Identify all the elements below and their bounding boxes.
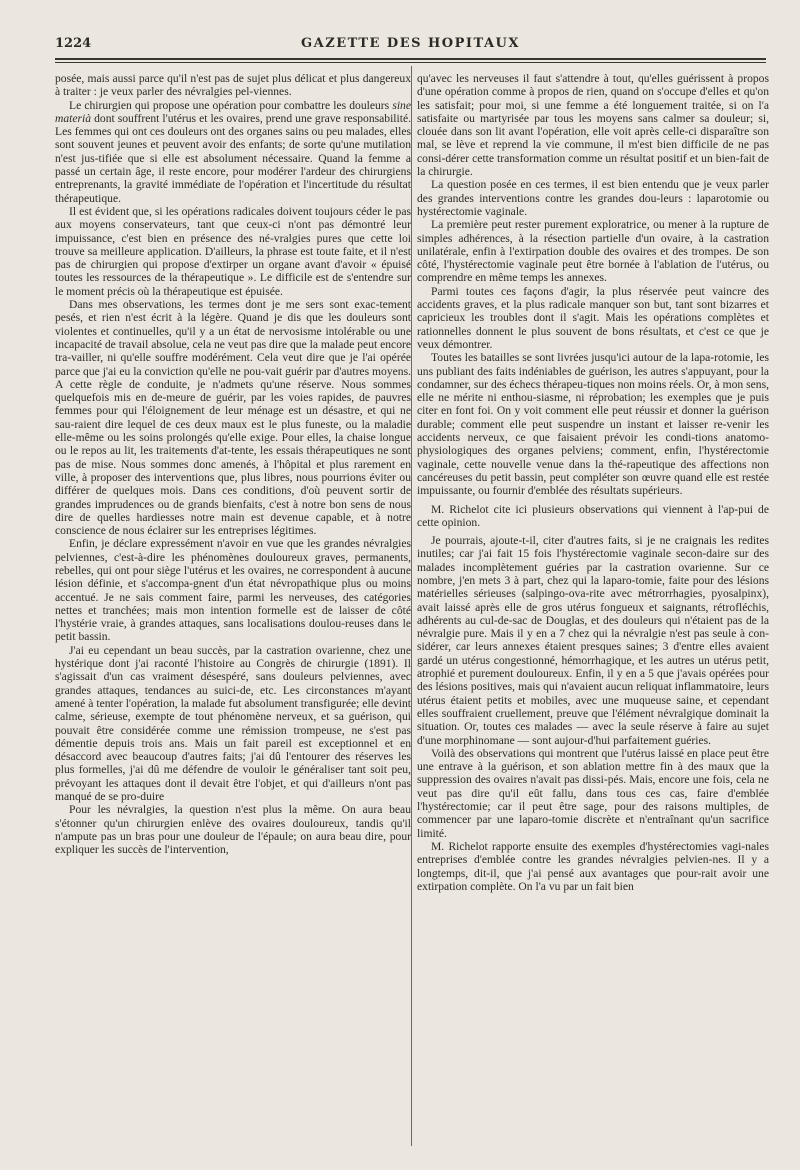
paragraph: Toutes les batailles se sont livrées jusqu'ici autour de la lapa-rotomie, les uns publiant des faits indéniables de guérison, les autres s'appuyant, pour la condamner, sur des échecs thérapeu-tiques non moins réels. Or, à mon sens, elle ne mérite ni enthou-siasme, ni réprobation; les exemples que je puis citer en font foi. On y voit comment elle peut réussir et donner la guérison durable; comment elle peut suspendre un instant et laisser re-venir les accidents nerveux, ce que faisaient prévoir les condi-tions anatomo-physiologiques des organes pelviens; comment, enfin, l'hystérectomie vaginale, cette nouvelle venue dans la thé-rapeutique des affections non cancéreuses du petit bassin, peut compléter son œuvre quand elle est restée impuissante, ou fournir d'emblée des résultats supérieurs.: [417, 351, 769, 498]
paragraph: Pour les névralgies, la question n'est plus la même. On aura beau s'étonner qu'un chirurgien enlève des ovaires douloureux, tandis qu'il n'ampute pas un bras pour une douleur de l'épaule; on aura beau dire, pour expliquer les succès de l'intervention,: [55, 803, 411, 857]
paragraph: posée, mais aussi parce qu'il n'est pas de sujet plus délicat et plus dangereux à traiter : je veux parler des névralgies pel-viennes.: [55, 72, 411, 99]
paragraph: Parmi toutes ces façons d'agir, la plus réservée peut vaincre des accidents graves, et la plus radicale manquer son but, tant sont bizarres et capricieux les troubles dont il s'agit. Mais les opérations complètes et rationnelles donnent le plus souvent de bons résultats, et c'est ce que je veux démontrer.: [417, 284, 769, 351]
paragraph: Voilà des observations qui montrent que l'utérus laissé en place peut être une entrave à la guérison, et son ablation mettre fin à des maux que la suppression des ovaires n'avait pas dissi-pés. Mais, encore une fois, cela ne veut pas dire qu'il eût fallu, dans tous ces cas, faire d'emblée l'hystérectomie; car il peut être sage, pour des raisons multiples, de commencer par une laparo-tomie discrète et n'entraînant qu'un sacrifice limité.: [417, 746, 769, 840]
left-column: [55, 72, 411, 1162]
paragraph: Dans mes observations, les termes dont je me sers sont exac-tement pesés, et rien n'est écrit à la légère. Quand je dis que les douleurs sont violentes et continuelles, qu'il y a un état de nervosisme intolérable ou une incapacité de travail absolue, cela ne veut pas dire que la malade peut encore tra-vailler, ni qu'elle souffre modérément. Cela veut dire que je l'ai opérée parce que j'ai eu la conviction qu'elle ne pou-vait guérir par d'autres moyens. A cette règle de conduite, je n'admets qu'une réserve. Nous sommes quelquefois mis en de-meure de guérir, par les voies rapides, de pauvres femmes pour qui l'éloignement de leur ménage est un désastre, et qui ne sau-raient dire lequel de ces deux maux est le plus funeste, ou la maladie elle-même ou les soins prolongés qu'elle exige. Pour elles, la chaise longue ou le repos au lit, les traitements d'at-tente, les essais thérapeutiques ne sont pas de mise. Nous sommes donc amenés, à l'hôpital et plus rarement en ville, à proposer des interventions que, plus libres, nous pourrions éviter ou différer de quelques mois. Dans ces conditions, d'où peuvent sortir de grandes imprudences ou de grands bienfaits, c'est à notre bon sens de nous dire de quelles hardiesses notre main est devenue capable, et à notre conscience de nous éclairer sur les entreprises légitimes.: [55, 298, 411, 538]
paragraph: J'ai eu cependant un beau succès, par la castration ovarienne, chez une hystérique dont j'ai raconté l'histoire au Congrès de chirurgie (1891). Il s'agissait d'un cas vraiment désespéré, sans douleurs pelviennes, avec grandes attaques, tendances au suici-de, etc. Les circonstances m'ayant amené à tenter l'opération, la malade fut absolument transfigurée; elle devint calme, sérieuse, exempte de tout phénomène nerveux, et sa guérison, qui pouvait être considérée comme une rémission trompeuse, ne s'est pas démentie depuis trois ans. Mais un fait pareil est exceptionnel et en désaccord avec beaucoup d'autres faits; j'ai dû l'entourer des réserves les plus formelles, j'ai dû me défendre de vouloir le généraliser tant soit peu, prévoyant les attaques dont il devait être l'objet, et qui d'ailleurs n'ont pas manqué de se pro-duire: [55, 643, 411, 804]
paragraph: La question posée en ces termes, il est bien entendu que je veux parler des grandes interventions contre les grandes dou-leurs : laparotomie ou hystérectomie vaginale.: [417, 178, 769, 218]
page-header: [55, 34, 766, 56]
column-divider: [411, 66, 412, 1146]
paragraph: Enfin, je déclare expressément n'avoir en vue que les grandes névralgies pelviennes, c'est-à-dire les phénomènes douloureux graves, permanents, rebelles, qui ont pour siège l'utérus et les ovaires, ne correspondent à aucune lésion définie, et s'accompa-gnent d'un état névropathique plus ou moins accentué. Je ne sais comment faire, parmi les nerveuses, des catégories nettes et tranchées; mais mon intention formelle est de laisser de côté l'hystérie vraie, à grandes attaques, sans localisations doulou-reuses dans le petit bassin.: [55, 537, 411, 644]
paragraph: M. Richelot cite ici plusieurs observations qui viennent à l'ap-pui de cette opinion.: [417, 502, 769, 529]
text-run: dont souffrent l'utérus et les ovaires, prend une grave responsabilité. Les femmes qui ont ces douleurs ont des organes sains ou peu malades, elles sont souvent jeunes et peuvent avoir des enfants; de sorte qu'une mutilation n'est jus-tifiée que si elle est absolument nécessaire. Quand la femme a passé un certain âge, il reste encore, pour modérer l'ardeur des chirurgiens entreprenants, la gravité immédiate de l'opération et l'incertitude du résultat thérapeutique.: [55, 111, 411, 205]
paragraph: La première peut rester purement exploratrice, ou mener à la rupture de simples adhérences, à la résection partielle d'un ovaire, à la castration unilatérale, enfin à l'extirpation double des ovaires et des trompes. De son côté, l'hystérectomie vaginale peut être bornée à l'ablation de l'utérus, ou comprendre en même temps les annexes.: [417, 218, 769, 285]
header-rule-thin: [55, 62, 766, 63]
header-rule-thick: [55, 58, 766, 60]
paragraph: Je pourrais, ajoute-t-il, citer d'autres faits, si je ne craignais les redites inutiles; car j'ai fait 15 fois l'hystérectomie vaginale secon-daire sur des malades incomplètement guéries par la castration ovarienne. Sur ce nombre, j'en mets 3 à part, chez qui la laparo-tomie, faite pour des lésions matérielles sérieuses (salpingo-ova-rite avec métrorrhagies, pyosalpinx), avait laissé après elle de gros utérus fongueux et saignants, rétrofléchis, adhérents au cul-de-sac de Douglas, et des douleurs qui n'étaient pas de la névralgie pure. Mais il y en a 7 chez qui la névralgie n'est pas seule à con-sidérer, car leurs annexes étaient presques saines; 3 d'entre elles avaient gardé un utérus congestionné, hémorrhagique, et les autres un utérus petit, atrophié et purement douloureux. Enfin, il y en a 5 que j'avais opérées pour des lésions positives, mais qui n'avaient aucun reliquat inflammatoire, leurs utérus étaient petits et mobiles, avec une muqueuse saine, et cependant elles souffraient cruellement, preuve que l'élément névralgique dominait la situation. Or, toutes ces malades — avec la seule réserve à faire au sujet d'une morphinomane — sont aujour-d'hui parfaitement guéries.: [417, 534, 769, 747]
paragraph: M. Richelot rapporte ensuite des exemples d'hystérectomies vagi-nales entreprises d'emblée contre les grandes névralgies pelvien-nes. Il y a longtemps, dit-il, que j'ai pensé aux avantages que pour-rait avoir une extirpation complète. On l'a vu par un fait bien: [417, 839, 769, 893]
italic-phrase: sine materià: [55, 98, 411, 125]
page-number: 1224: [55, 36, 92, 51]
paragraph: qu'avec les nerveuses il faut s'attendre à tout, qu'elles guérissent à propos d'une opération comme à propos de rien, quand on s'occupe d'elles et qu'on les satisfait; pour moi, si une femme a été longuement traitée, si on l'a satisfaite ou martyrisée par tous les moyens sans calmer sa douleur; si, clouée dans son lit avant l'opération, elle voit après celle-ci disparaître son mal, se lève et reprend la vie commune, il m'est bien difficile de ne pas consi-dérer cette transformation comme un résultat positif et un bien-fait de la chirurgie.: [417, 72, 769, 179]
journal-title: GAZETTE DES HOPITAUX: [301, 36, 520, 51]
paragraph: [55, 99, 411, 205]
right-column: [417, 72, 769, 1162]
text-run: Le chirurgien qui propose une opération pour combattre les douleurs: [69, 98, 393, 112]
paragraph: Il est évident que, si les opérations radicales doivent toujours céder le pas aux moyens conservateurs, tant que ceux-ci n'ont pas démontré leur impuissance, c'est bien en présence des né-vralgies pures que cette loi trouve sa meilleure application. D'ailleurs, la phrase est toute faite, et il n'est pas de chirurgien qui propose d'extirper un organe avant d'avoir « épuisé toutes les ressources de la thérapeutique ». Le difficile est de s'entendre sur le moment précis où la thérapeutique est épuisée.: [55, 204, 411, 298]
